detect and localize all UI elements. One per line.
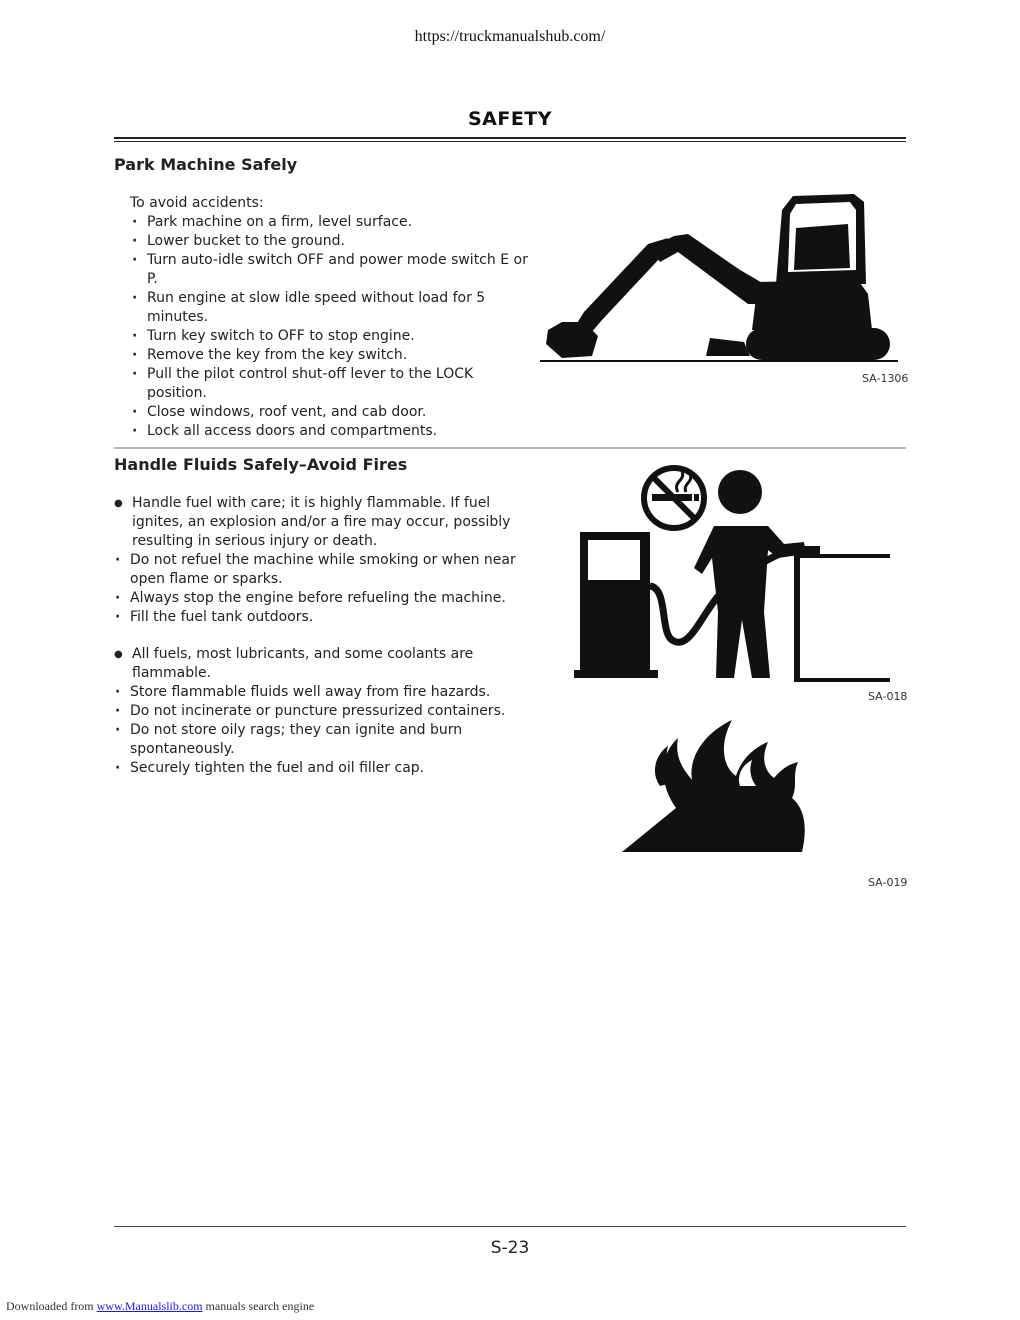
bullet-main: ● Handle fuel with care; it is highly flammable. If fuel ignites, an explosion and/or a fire may occur, possibly resulting in serious injury or death. — [114, 494, 526, 551]
download-footer — [6, 1299, 314, 1314]
source-url: https://truckmanualshub.com/ — [414, 28, 606, 45]
section-title-handle-fluids: Handle Fluids Safely–Avoid Fires — [114, 455, 408, 474]
footer-suffix: manuals search engine — [202, 1299, 315, 1313]
list-item: · Fill the fuel tank outdoors. — [114, 608, 526, 627]
manualslib-link[interactable]: www.Manualslib.com — [96, 1299, 203, 1313]
footer-prefix: Downloaded from — [6, 1299, 97, 1313]
page-number: S-23 — [490, 1238, 530, 1258]
title-rule-thick — [114, 137, 906, 139]
list-item: · Securely tighten the fuel and oil filler cap. — [114, 759, 526, 778]
list-item: · Do not refuel the machine while smoking or when near open flame or sparks. — [114, 551, 526, 589]
list-item: · Run engine at slow idle speed without load for 5 minutes. — [131, 289, 530, 327]
list-item: · Do not store oily rags; they can ignite and burn spontaneously. — [114, 721, 526, 759]
figure-label-sa-019: SA-019 — [868, 876, 908, 889]
figure-label-sa-018: SA-018 — [868, 690, 908, 703]
list-item: · Lower bucket to the ground. — [131, 232, 530, 251]
no-smoking-refueling-illustration — [572, 462, 894, 684]
section-separator — [114, 447, 906, 449]
park-intro: To avoid accidents: — [130, 195, 264, 211]
title-rule-thin — [114, 141, 906, 142]
list-item: · Close windows, roof vent, and cab door. — [131, 403, 530, 422]
list-item: · Store flammable fluids well away from fire hazards. — [114, 683, 526, 702]
bullet-main: ● All fuels, most lubricants, and some coolants are flammable. — [114, 645, 526, 683]
page-title: SAFETY — [467, 108, 553, 130]
list-item: · Turn key switch to OFF to stop engine. — [131, 327, 530, 346]
handle-fluids-text — [114, 494, 526, 778]
fire-flames-illustration — [620, 716, 810, 854]
section-title-park-machine: Park Machine Safely — [114, 155, 298, 174]
list-item: · Always stop the engine before refueling the machine. — [114, 589, 526, 608]
list-item: · Pull the pilot control shut-off lever to the LOCK position. — [131, 365, 530, 403]
park-machine-text — [130, 194, 530, 441]
excavator-illustration — [538, 192, 902, 368]
list-item: · Remove the key from the key switch. — [131, 346, 530, 365]
list-item: · Lock all access doors and compartments. — [131, 422, 530, 441]
footer-rule — [114, 1226, 906, 1227]
list-item: · Park machine on a firm, level surface. — [131, 213, 530, 232]
list-item: · Do not incinerate or puncture pressurized containers. — [114, 702, 526, 721]
list-item: · Turn auto-idle switch OFF and power mode switch E or P. — [131, 251, 530, 289]
figure-label-sa-1306: SA-1306 — [862, 372, 909, 385]
